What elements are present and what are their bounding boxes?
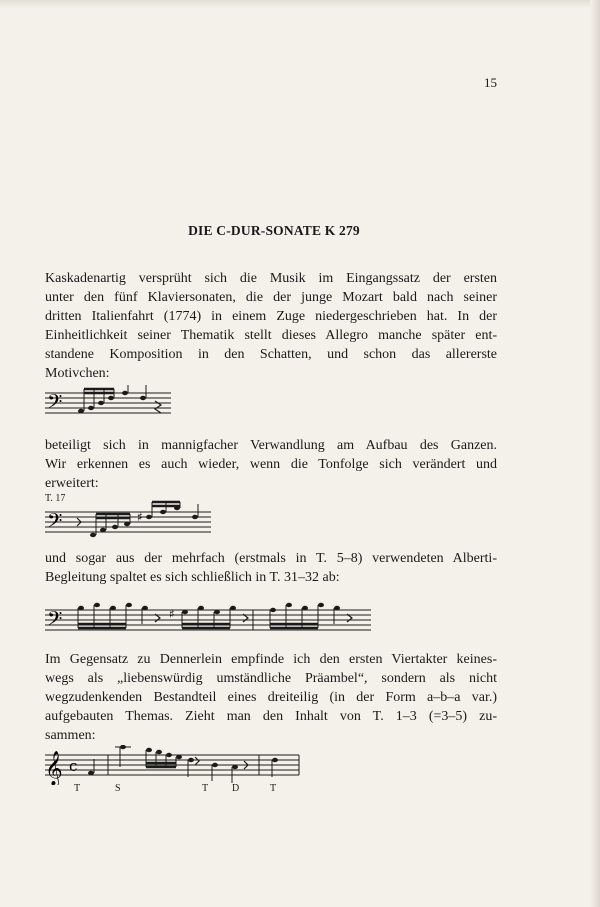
paragraph-theme — [45, 650, 497, 745]
function-label-tonic: T — [202, 783, 209, 794]
page-number: 15 — [484, 75, 497, 90]
text-line: unter den fünf Klaviersonaten, die der junge Mozart bald nach seiner — [45, 290, 497, 305]
music-example-motif — [45, 385, 175, 421]
music-example-t31-32 — [45, 598, 375, 638]
text-line: erweitert: — [45, 476, 99, 491]
function-label-dominant: D — [232, 783, 240, 794]
text-line: beteiligt sich in mannigfacher Verwandlung am Aufbau des Ganzen. — [45, 438, 497, 453]
svg-text:♯: ♯ — [169, 607, 175, 621]
bass-clef-icon: 𝄢 — [47, 390, 63, 418]
music-example-theme — [45, 745, 305, 785]
text-line: sammen: — [45, 728, 96, 743]
paragraph-intro — [45, 269, 497, 383]
text-line: wegzudenkenden Bestandteil eines dreiteilig (in der Form a–b–a var.) — [45, 690, 497, 705]
page-edge-right — [590, 0, 600, 907]
text-line: standene Komposition in den Schatten, und schon das allererste — [45, 347, 497, 362]
text-line: Kaskadenartig versprüht sich die Musik im Eingangssatz der ersten — [45, 271, 497, 286]
page-edge-top — [0, 0, 600, 8]
section-heading: DIE C-DUR-SONATE K 279 — [188, 223, 360, 238]
treble-clef-icon: 𝄞 — [45, 751, 63, 785]
function-label-tonic: T — [74, 783, 81, 794]
bass-clef-icon: 𝄢 — [47, 509, 63, 537]
text-line: Im Gegensatz zu Dennerlein empfinde ich den ersten Viertakter keines- — [45, 652, 497, 667]
bar-number-label: T. 17 — [45, 493, 66, 504]
text-line: aufgebauten Themas. Zieht man den Inhalt von T. 1–3 (=3–5) zu- — [45, 709, 497, 724]
harmonic-function-labels — [45, 783, 345, 797]
text-line: Begleitung spaltet es sich schließlich in T. 31–32 ab: — [45, 570, 340, 585]
svg-text:♯: ♯ — [137, 510, 143, 524]
function-label-tonic: T — [270, 783, 277, 794]
svg-text:c: c — [69, 757, 78, 775]
paragraph-alberti — [45, 549, 497, 587]
bass-clef-icon: 𝄢 — [47, 607, 63, 635]
text-line: dritten Italienfahrt (1774) in einem Zuge niedergeschrieben hat. In der — [45, 309, 497, 324]
text-line: wegs als „liebenswürdig umständliche Präambel“, sondern als nicht — [45, 671, 497, 686]
music-example-t17 — [45, 500, 215, 540]
text-line: Einheitlichkeit seiner Thematik stellt dieses Allegro manche später ent- — [45, 328, 497, 343]
function-label-subdominant: S — [115, 783, 121, 794]
text-line: Motivchen: — [45, 366, 110, 381]
text-line: und sogar aus der mehrfach (erstmals in T. 5–8) verwendeten Alberti- — [45, 551, 497, 566]
text-line: Wir erkennen es auch wieder, wenn die Tonfolge sich verändert und — [45, 457, 497, 472]
paragraph-motif — [45, 436, 497, 493]
